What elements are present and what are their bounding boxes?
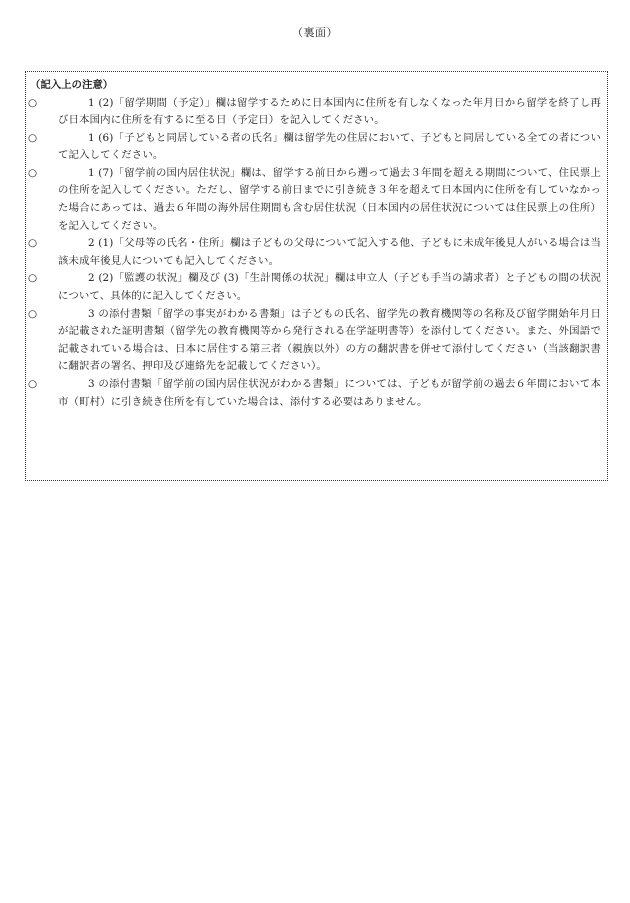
- circle-bullet-icon: ○: [28, 166, 38, 179]
- note-text: 2 (1)「父母等の氏名・住所」欄は子どもの父母について記入する他、子どもに未成年後見人がいる場合は当該未成年後見人についても記入してください。: [58, 237, 601, 267]
- notes-list: [28, 95, 601, 412]
- circle-bullet-icon: ○: [28, 378, 38, 390]
- note-item: [28, 270, 601, 305]
- note-text: 1 (2)「留学期間（予定）」欄は留学するために日本国内に住所を有しなくなった年月日から留学を終了し再び日本国内に住所を有するに至る日（予定日）を記入してください。: [58, 96, 601, 127]
- note-text: 3 の添付書類「留学の事実がわかる書類」は子どもの氏名、留学先の教育機関等の名称及び留学開始年月日が記載された証明書類（留学先の教育機関等から発行される在学証明書等）を添付してください。また、外国語で記載されている場合は、日本に居住する第三者（親族以外）の方の翻訳書を併せて添付してください（当該翻訳書に翻訳者の署名、押印及び連絡先を記載してください）。: [58, 307, 601, 373]
- note-item: [28, 165, 601, 235]
- circle-bullet-icon: ○: [28, 131, 38, 144]
- note-text: 1 (6)「子どもと同居している者の氏名」欄は留学先の住居において、子どもと同居している全ての者について記入してください。: [58, 131, 601, 162]
- note-text: 3 の添付書類「留学前の国内居住状況がわかる書類」については、子どもが留学前の過去６年間において本市（町村）に引き続き住所を有していた場合は、添付する必要はありません。: [58, 378, 601, 408]
- circle-bullet-icon: ○: [28, 272, 38, 285]
- circle-bullet-icon: ○: [28, 96, 38, 109]
- notes-box: [25, 71, 608, 481]
- note-item: [28, 306, 601, 376]
- note-item: [28, 376, 601, 411]
- circle-bullet-icon: ○: [28, 307, 38, 320]
- note-item: [28, 95, 601, 130]
- note-item: [28, 235, 601, 270]
- notes-title: （記入上の注意）: [30, 79, 114, 91]
- circle-bullet-icon: ○: [28, 237, 38, 250]
- note-text: 1 (7)「留学前の国内居住状況」欄は、留学する前日から遡って過去３年間を超える期間について、住民票上の住所を記入してください。ただし、留学する前日までに引き続き３年を超えて日本国内に住所を有していなかった場合にあっては、過去６年間の海外居住期間も含む居住状況（日本国内の居住状況については住民票上の住所）を記入してください。: [58, 166, 601, 232]
- note-text: 2 (2)「監護の状況」欄及び (3)「生計関係の状況」欄は申立人（子ども手当の請求者）と子どもの間の状況について、具体的に記入してください。: [58, 272, 601, 303]
- note-item: [28, 130, 601, 165]
- page-heading: （裏面）: [292, 26, 338, 39]
